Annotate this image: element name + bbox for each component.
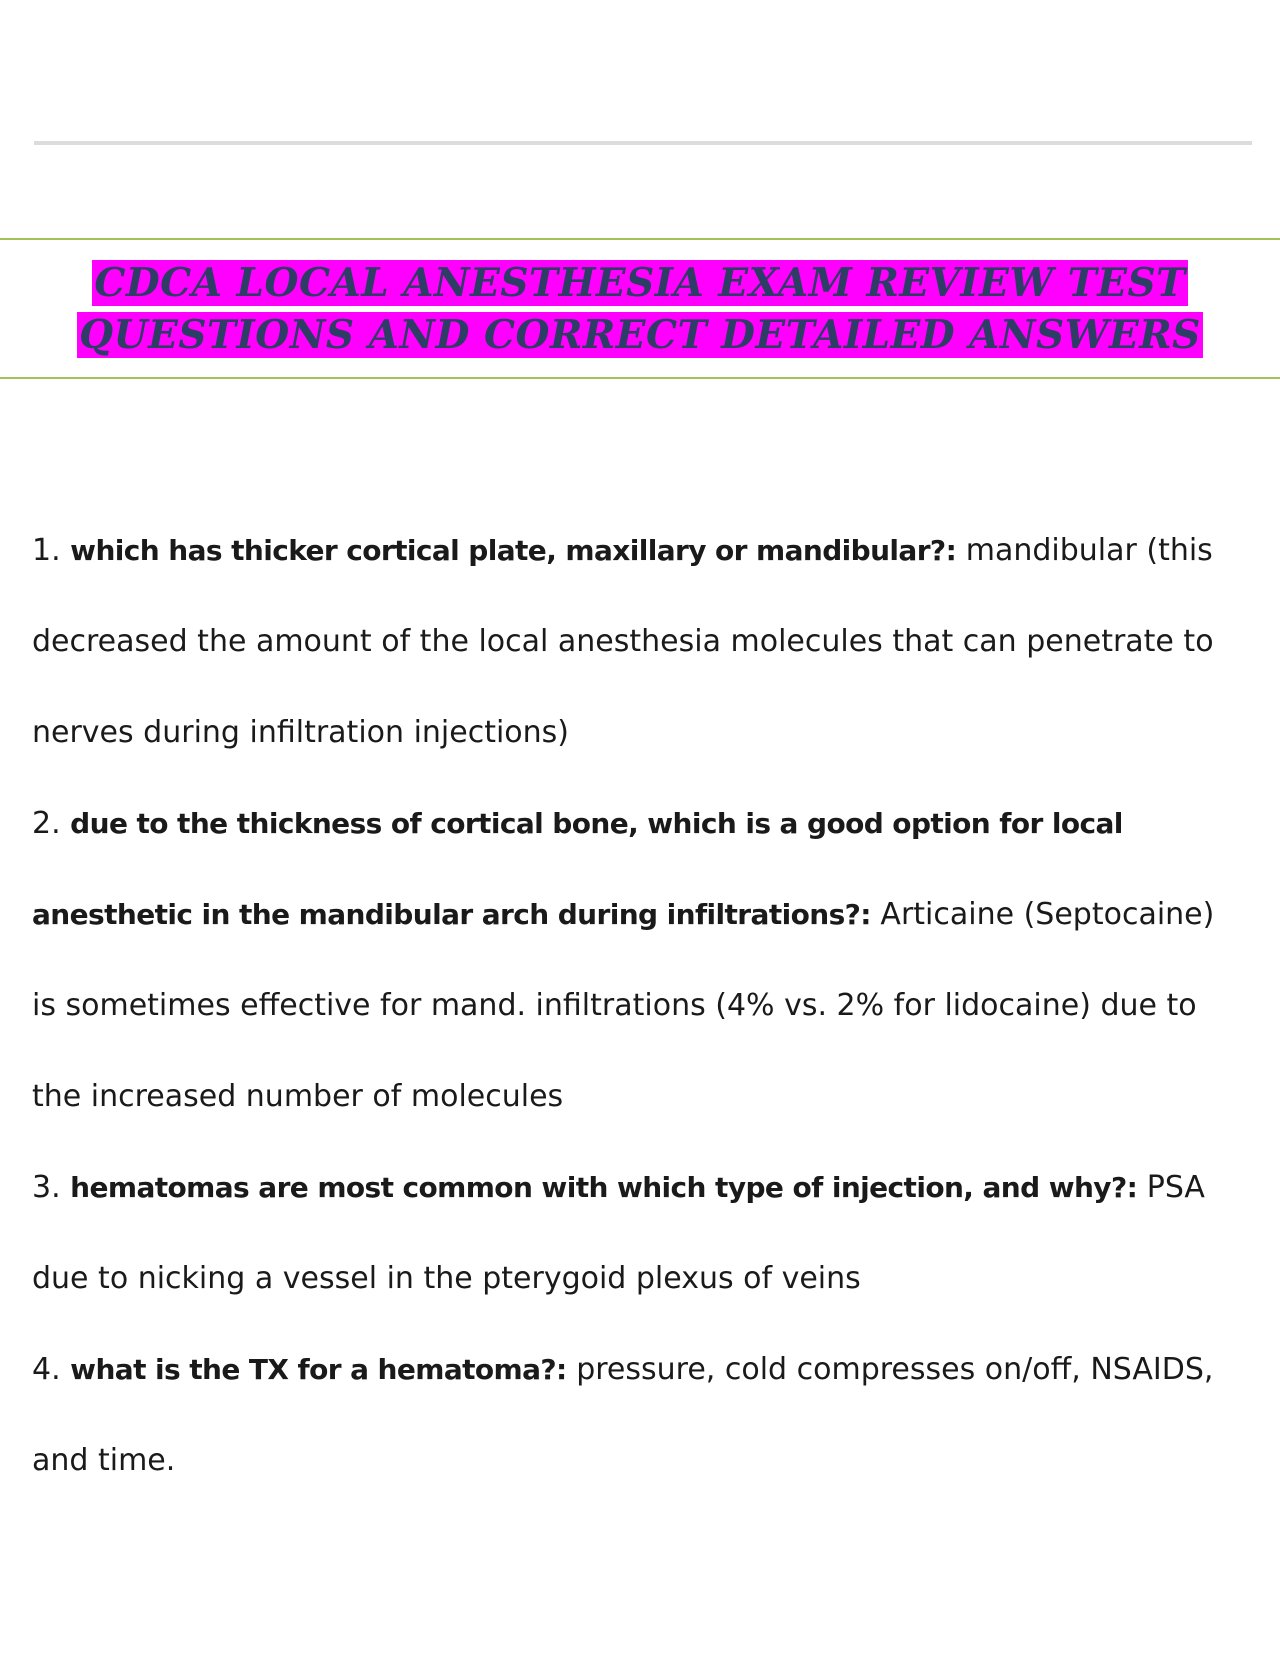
qa-item-3 <box>32 1142 1247 1324</box>
qa-list <box>32 505 1247 1506</box>
qa-question: due to the thickness of cortical bone, which is a good option for local anesthetic in the mandibular arch during infiltrations?: <box>32 807 1123 931</box>
qa-number: 2. <box>32 806 61 841</box>
qa-question: what is the TX for a hematoma?: <box>70 1353 567 1386</box>
qa-answer: PSA due to nicking a vessel in the pterygoid plexus of veins <box>32 1170 1205 1296</box>
qa-number: 3. <box>32 1170 61 1205</box>
header-rule <box>34 141 1252 145</box>
title-line-1: CDCA LOCAL ANESTHESIA EXAM REVIEW TEST <box>94 260 1186 306</box>
qa-item-2 <box>32 778 1247 1142</box>
title-line-2: QUESTIONS AND CORRECT DETAILED ANSWERS <box>79 312 1201 358</box>
qa-question: which has thicker cortical plate, maxillary or mandibular?: <box>70 534 957 567</box>
qa-number: 4. <box>32 1352 61 1387</box>
qa-number: 1. <box>32 533 61 568</box>
document-title <box>0 257 1280 361</box>
qa-answer: mandibular (this decreased the amount of the local anesthesia molecules that can penetrate to nerves during infiltration injections) <box>32 533 1214 750</box>
qa-question: hematomas are most common with which type of injection, and why?: <box>70 1171 1138 1204</box>
title-band <box>0 238 1280 379</box>
qa-answer: pressure, cold compresses on/off, NSAIDS, and time. <box>32 1352 1214 1478</box>
qa-answer: Articaine (Septocaine) is sometimes effective for mand. infiltrations (4% vs. 2% for lidocaine) due to the increased number of molecules <box>32 897 1215 1114</box>
qa-item-1 <box>32 505 1247 778</box>
qa-item-4 <box>32 1324 1247 1506</box>
